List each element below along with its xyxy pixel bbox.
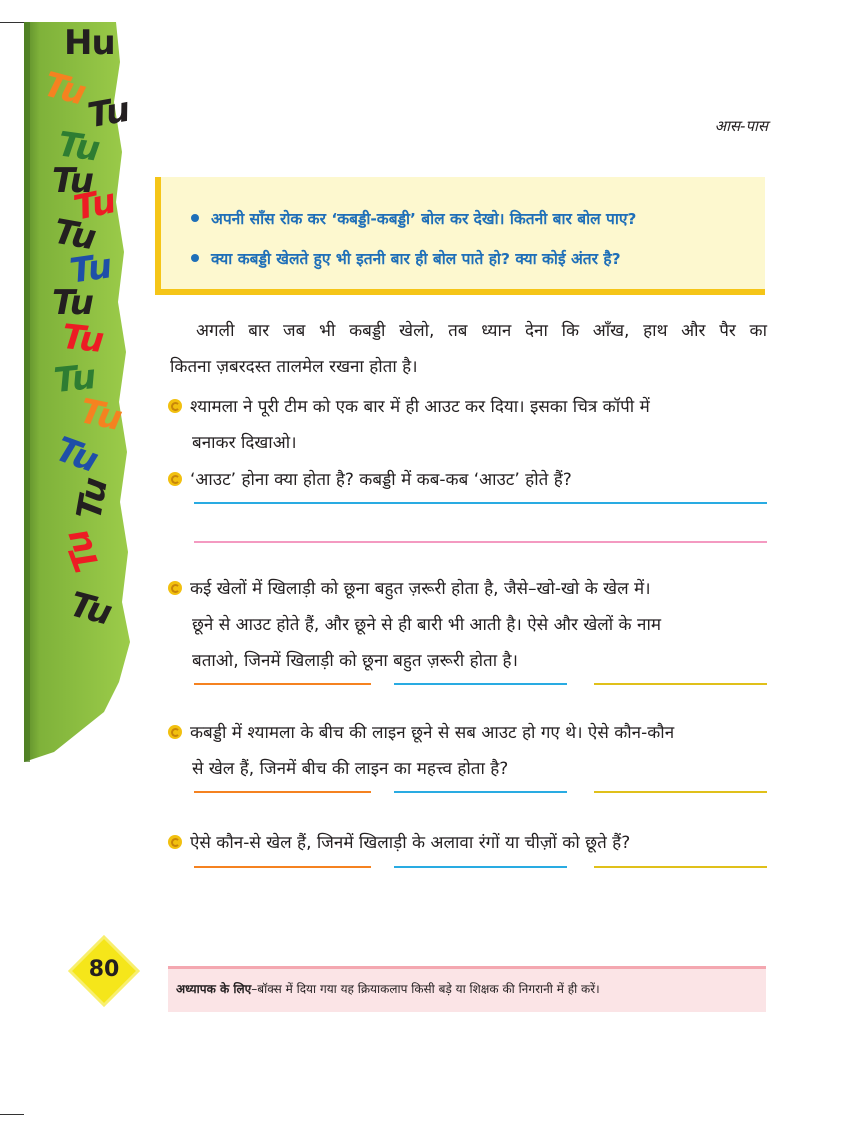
tu-label: Tu: [60, 316, 105, 362]
tu-label: Tu: [39, 64, 90, 114]
question-marker-icon: [168, 581, 182, 595]
answer-line[interactable]: [394, 866, 567, 868]
answer-line[interactable]: [594, 866, 767, 868]
question-line: बताओ, जिनमें खिलाड़ी को छूना बहुत ज़रूरी होता है।: [192, 651, 518, 671]
hu-label: Hu: [64, 23, 115, 63]
tu-label: Tu: [67, 246, 114, 292]
tu-label: Tu: [69, 475, 116, 523]
answer-line[interactable]: [194, 541, 767, 543]
answer-line[interactable]: [594, 683, 767, 685]
bullet-icon: [191, 254, 199, 262]
tu-label: Tu: [52, 161, 94, 201]
crop-mark-top: [0, 22, 24, 23]
callout-item-text: क्या कबड्डी खेलते हुए भी इतनी बार ही बोल पाते हो? क्या कोई अंतर है?: [211, 250, 621, 268]
question-1: [168, 389, 768, 461]
tu-label: Tu: [50, 429, 103, 481]
question-marker-icon: [168, 725, 182, 739]
crop-mark-bottom: [0, 1114, 24, 1115]
answer-line[interactable]: [394, 791, 567, 793]
question-line: बनाकर दिखाओ।: [192, 433, 297, 453]
question-line: कबड्डी में श्यामला के बीच की लाइन छूने से सब आउट हो गए थे। ऐसे कौन-कौन: [190, 723, 675, 743]
question-line: कई खेलों में खिलाड़ी को छूना बहुत ज़रूरी होता है, जैसे–खो-खो के खेल में।: [190, 579, 651, 599]
answer-line[interactable]: [394, 683, 567, 685]
activity-callout-box: [155, 177, 765, 295]
answer-line[interactable]: [594, 791, 767, 793]
tu-label: Tu: [55, 124, 102, 170]
question-5: [168, 825, 768, 861]
answer-line[interactable]: [194, 683, 371, 685]
tu-label: Tu: [52, 356, 97, 402]
question-marker-icon: [168, 399, 182, 413]
tu-label: Tu: [56, 524, 109, 578]
answer-line[interactable]: [194, 502, 767, 504]
tu-label: Tu: [70, 181, 119, 229]
callout-item: [191, 247, 621, 269]
chapter-title: आस-पास: [714, 117, 768, 135]
page-number-badge: [68, 935, 140, 1007]
teacher-note-text: –बॉक्स में दिया गया यह क्रियाकलाप किसी बड़े या शिक्षक की निगरानी में ही करें।: [251, 982, 600, 996]
question-3: [168, 571, 768, 679]
question-4: [168, 715, 768, 787]
side-decoration-strip: [24, 22, 134, 762]
bullet-icon: [191, 214, 199, 222]
tu-label: Tu: [84, 89, 133, 137]
answer-line[interactable]: [194, 866, 371, 868]
tu-label: Tu: [50, 211, 99, 259]
tu-label: Tu: [76, 391, 125, 439]
intro-line: अगली बार जब भी कबड्डी खेलो, तब ध्यान देना कि आँख, हाथ और पैर का: [196, 321, 767, 341]
answer-line[interactable]: [194, 791, 371, 793]
question-line: से खेल हैं, जिनमें बीच की लाइन का महत्त्व होता है?: [192, 759, 509, 779]
question-line: ऐसे कौन-से खेल हैं, जिनमें खिलाड़ी के अलावा रंगों या चीज़ों को छूते हैं?: [190, 833, 631, 853]
question-2: [168, 462, 768, 498]
teacher-note-label: अध्यापक के लिए: [176, 982, 252, 996]
page-number: 80: [88, 957, 120, 982]
intro-line: कितना ज़बरदस्त तालमेल रखना होता है।: [170, 357, 418, 377]
tu-label: Tu: [65, 584, 116, 634]
callout-item: [191, 207, 636, 229]
callout-item-text: अपनी साँस रोक कर ‘कबड्डी-कबड्डी’ बोल कर देखो। कितनी बार बोल पाए?: [211, 210, 637, 228]
question-line: ‘आउट’ होना क्या होता है? कबड्डी में कब-कब ‘आउट’ होते हैं?: [190, 470, 572, 490]
intro-paragraph: [170, 313, 767, 385]
tu-label: Tu: [52, 283, 94, 323]
question-line: छूने से आउट होते हैं, और छूने से ही बारी भी आती है। ऐसे और खेलों के नाम: [192, 615, 662, 635]
teacher-note: [168, 966, 766, 1012]
question-marker-icon: [168, 472, 182, 486]
question-marker-icon: [168, 835, 182, 849]
question-line: श्यामला ने पूरी टीम को एक बार में ही आउट कर दिया। इसका चित्र कॉपी में: [190, 397, 650, 417]
